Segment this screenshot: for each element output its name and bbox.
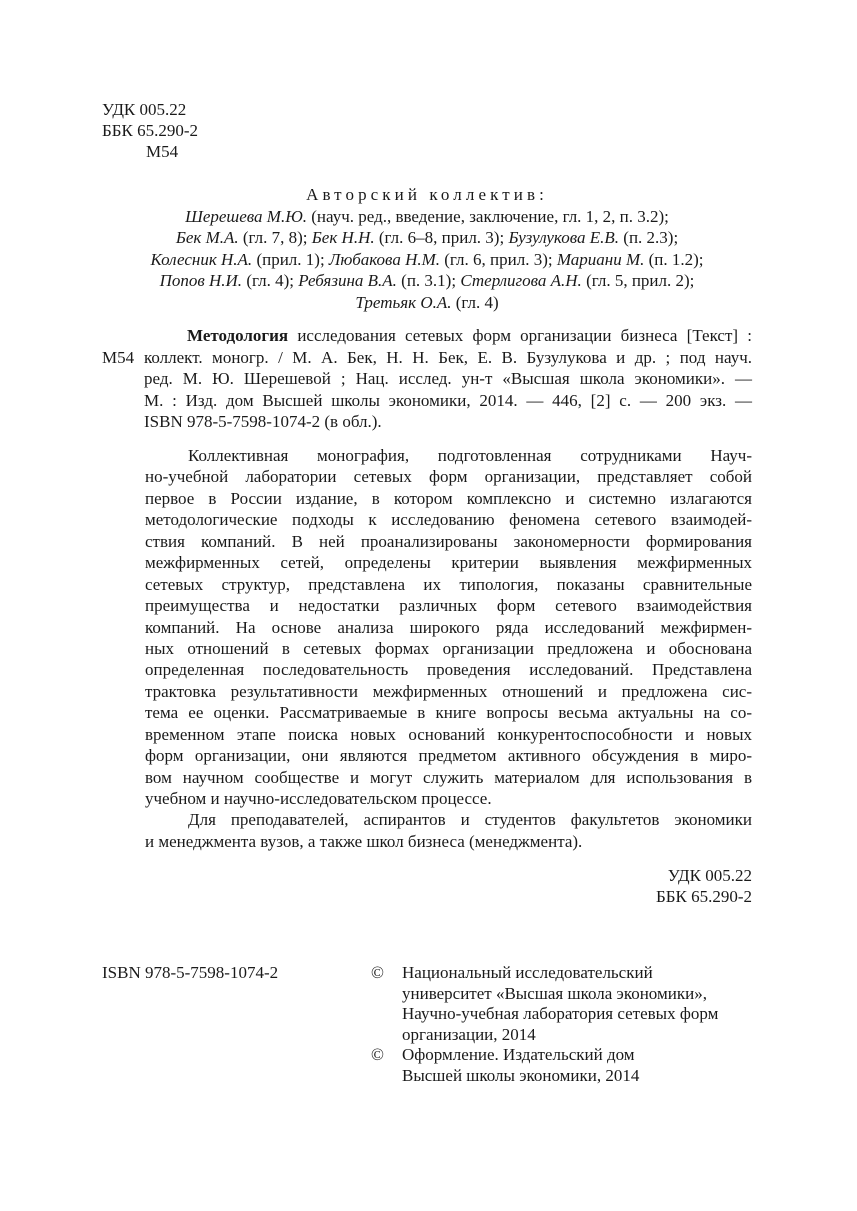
- annotation-line: ствия компаний. В ней проанализированы закономерности формирования: [145, 531, 752, 551]
- classification-codes-right: [656, 865, 752, 907]
- authors-line: [102, 206, 752, 228]
- author-name: Бек Н.Н.: [311, 228, 375, 248]
- copyright-entry: [371, 962, 761, 1044]
- author-role: (гл. 5, прил. 2);: [581, 271, 695, 291]
- author-role: (п. 1.2);: [644, 249, 704, 269]
- author-name: Бузулукова Е.В.: [508, 228, 620, 248]
- bibliographic-line: М. : Изд. дом Высшей школы экономики, 2014. — 446, [2] с. — 200 экз. —: [144, 390, 752, 410]
- bibliographic-text: [144, 325, 752, 433]
- author-role: (п. 2.3);: [619, 228, 679, 248]
- annotation-line: вом научном сообществе и могут служить материалом для использования в: [145, 767, 752, 787]
- copyright-line: организации, 2014: [402, 1024, 536, 1044]
- annotation-line: Для преподавателей, аспирантов и студентов факультетов экономики: [188, 810, 752, 830]
- bibliographic-record: [102, 325, 752, 433]
- bibliographic-mark: М54: [102, 348, 135, 367]
- bibliographic-line: ред. М. Ю. Шерешевой ; Нац. исслед. ун-т «Высшая школа экономики». —: [144, 369, 752, 388]
- annotation-line: первое в России издание, в котором комплексно и системно излагаются: [145, 488, 752, 508]
- authors-line: [102, 249, 752, 271]
- annotation-line: Коллективная монография, подготовленная сотрудниками Науч-: [188, 446, 752, 465]
- bibliographic-line: [144, 325, 752, 347]
- copyright-entry: [371, 1044, 761, 1085]
- annotation: [145, 445, 752, 852]
- author-name: Шерешева М.Ю.: [185, 206, 308, 226]
- annotation-line: определенная последовательность проведения исследований. Представлена: [145, 660, 752, 680]
- annotation-line: но-учебной лаборатории сетевых форм организации, представляет собой: [145, 467, 752, 487]
- author-role: (п. 3.1);: [396, 271, 461, 291]
- copyright-line: Высшей школы экономики, 2014: [402, 1065, 640, 1085]
- author-role: (гл. 6, прил. 3);: [440, 249, 557, 269]
- author-name: Третьяк О.А.: [355, 292, 452, 312]
- author-name: Ребязина В.А.: [298, 271, 397, 291]
- udk-code: УДК 005.22: [102, 100, 187, 119]
- author-role: (гл. 4);: [242, 271, 299, 291]
- bibliographic-line: ISBN 978-5-7598-1074-2 (в обл.).: [144, 412, 382, 431]
- bbk-code: ББК 65.290-2: [102, 121, 199, 140]
- author-role: (гл. 4): [451, 292, 499, 312]
- author-name: Попов Н.И.: [159, 271, 243, 291]
- author-name: Любакова Н.М.: [328, 249, 441, 269]
- annotation-line: тема ее оценки. Рассматриваемые в книге вопросы весьма актуальны на со-: [145, 703, 752, 723]
- annotation-line: компаний. На основе анализа широкого ряда исследований межфирмен-: [145, 617, 752, 637]
- bibliographic-line: коллект. моногр. / М. А. Бек, Н. Н. Бек, Е. В. Бузулукова и др. ; под науч.: [144, 347, 752, 367]
- copyright-line: Оформление. Издательский дом: [402, 1045, 635, 1064]
- author-role: (гл. 6–8, прил. 3);: [374, 228, 509, 248]
- authors-heading: Авторский коллектив:: [306, 185, 548, 204]
- authors-line: [102, 227, 752, 249]
- copyright-line: Национальный исследовательский: [402, 963, 653, 982]
- author-name: Бек М.А.: [175, 228, 239, 248]
- authors-line: [102, 270, 752, 292]
- author-name: Стерлигова А.Н.: [460, 271, 582, 291]
- annotation-line: методологические подходы к исследованию феномена сетевого взаимодей-: [145, 510, 752, 530]
- annotation-line: временном этапе поиска новых оснований конкурентоспособности и новых: [145, 724, 752, 744]
- annotation-line: и менеджмента вузов, а также школ бизнеса (менеджмента).: [145, 831, 583, 851]
- annotation-line: межфирменных сетей, определены критерии выявления межфирменных: [145, 553, 752, 573]
- bibliographic-line-text: исследования сетевых форм организации бизнеса [Текст] :: [288, 326, 752, 345]
- classification-codes: [102, 99, 198, 162]
- annotation-line: трактовка результативности межфирменных отношений и предложена сис-: [145, 681, 752, 701]
- author-mark: М54: [146, 142, 179, 161]
- author-role: (науч. ред., введение, заключение, гл. 1, 2, п. 3.2);: [307, 206, 669, 226]
- isbn: ISBN 978-5-7598-1074-2: [102, 963, 279, 982]
- book-title-bold: Методология: [187, 326, 289, 345]
- udk-code: УДК 005.22: [667, 866, 752, 885]
- annotation-line: ных отношений в сетевых формах организации предложена и обоснована: [145, 638, 752, 658]
- annotation-line: учебном и научно-исследовательском процессе.: [145, 789, 492, 808]
- copyright-symbol: ©: [371, 963, 384, 982]
- copyright-line: университет «Высшая школа экономики»,: [402, 983, 707, 1003]
- author-name: Мариани М.: [556, 249, 645, 269]
- authors-block: [102, 184, 752, 314]
- annotation-line: преимущества и недостатки различных форм сетевого взаимодействия: [145, 596, 752, 616]
- copyright-symbol: ©: [371, 1045, 384, 1064]
- copyright-line: Научно-учебная лаборатория сетевых форм: [402, 1004, 719, 1023]
- author-role: (прил. 1);: [252, 249, 329, 269]
- annotation-paragraph: [145, 445, 752, 809]
- copyrights: [371, 962, 761, 1085]
- author-role: (гл. 7, 8);: [238, 228, 312, 248]
- annotation-line: сетевых структур, представлена их типология, показаны сравнительные: [145, 574, 752, 594]
- annotation-paragraph: [145, 809, 752, 852]
- annotation-line: форм организации, они являются предметом активного обсуждения в миро-: [145, 746, 752, 766]
- bbk-code: ББК 65.290-2: [655, 887, 752, 906]
- authors-line: [102, 292, 752, 314]
- author-name: Колесник Н.А.: [150, 249, 253, 269]
